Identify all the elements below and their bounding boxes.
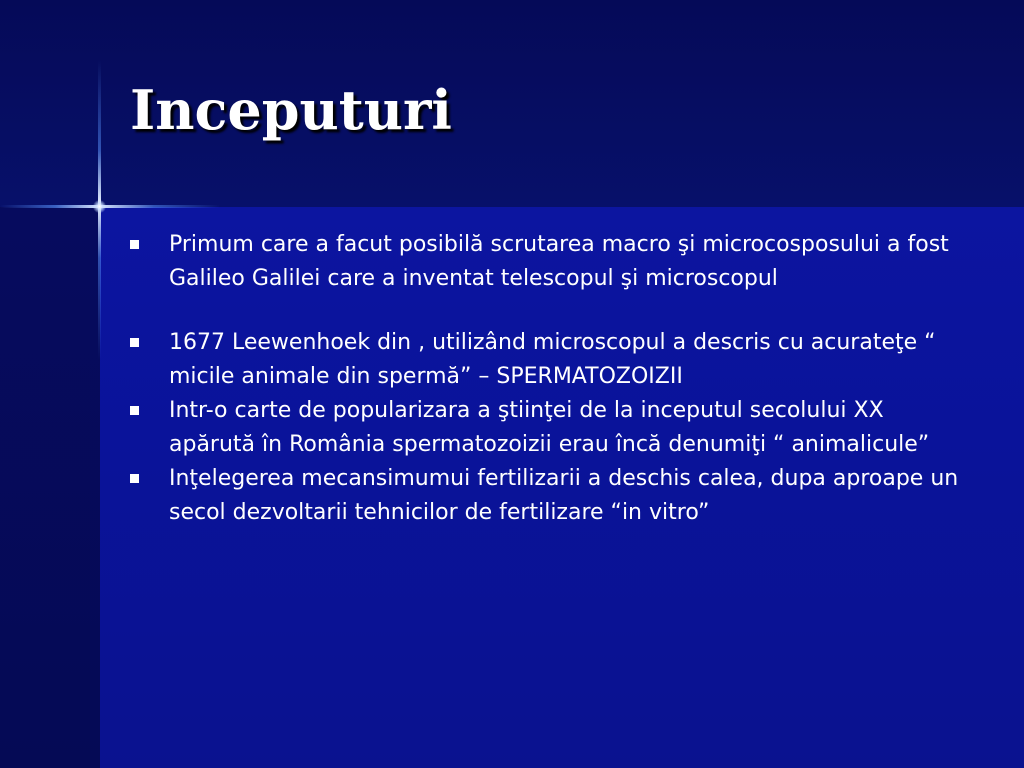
square-bullet-icon — [130, 406, 139, 415]
bullet-item — [130, 228, 960, 296]
square-bullet-icon — [130, 474, 139, 483]
bullet-text: Intr-o carte de popularizara a ştiinţei de la inceputul secolului XX apărută în România spermatozoizii erau încă denumiţi “ animalicule” — [169, 398, 930, 457]
bullet-item — [130, 462, 960, 530]
sparkle-star-icon — [93, 200, 106, 213]
bullet-item — [130, 326, 960, 394]
bullet-text: Inţelegerea mecansimumui fertilizarii a deschis calea, dupa aproape un secol dezvoltarii tehnicilor de fertilizare “in vitro” — [169, 466, 959, 525]
square-bullet-icon — [130, 240, 139, 249]
bullet-item — [130, 394, 960, 462]
square-bullet-icon — [130, 338, 139, 347]
slide-title: Inceputuri — [130, 78, 452, 142]
bullet-list — [130, 228, 960, 530]
bullet-text: 1677 Leewenhoek din , utilizând microscopul a descris cu acurateţe “ micile animale din spermă” – SPERMATOZOIZII — [169, 330, 936, 389]
slide-left-band — [0, 207, 100, 768]
bullet-text: Primum care a facut posibilă scrutarea macro şi microcosposului a fost Galileo Galilei care a inventat telescopul şi microscopul — [169, 232, 949, 291]
sparkle-horizontal-decoration — [0, 205, 220, 208]
